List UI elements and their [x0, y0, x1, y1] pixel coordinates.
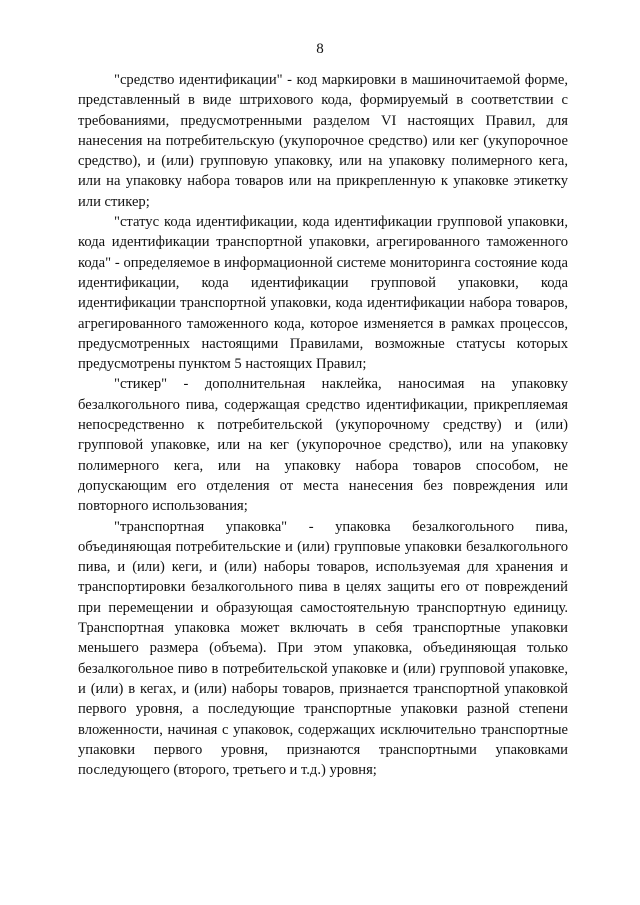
definition-paragraph: "средство идентификации" - код маркировки в машиночитаемой форме, представленный в виде штрихового кода, формируемый в соответствии с требованиями, предусмотренными разделом VI настоящих Правил, для нанесения на потребительскую (укупорочное средство) или кег (укупорочное средство), и (или) групповую упаковку, или на упаковку полимерного кега, или на упаковку набора товаров или на прикрепленную к упаковке этикетку или стикер;	[78, 72, 568, 210]
definition-paragraph: "стикер" - дополнительная наклейка, наносимая на упаковку безалкогольного пива, содержащая средство идентификации, прикрепляемая непосредственно к потребительской (укупорочному средству) и (или) групповой упаковке, или на кег (укупорочное средство), или на упаковку полимерного кега, или на упаковку набора товаров способом, не допускающим его отделения от места нанесения без повреждения или повторного использования;	[78, 376, 568, 515]
document-body	[78, 70, 568, 780]
page-number: 8	[316, 41, 324, 57]
definition-paragraph: "статус кода идентификации, кода идентификации групповой упаковки, кода идентификации транспортной упаковки, агрегированного таможенного кода" - определяемое в информационной системе мониторинга состояние кода идентификации, кода идентификации групповой упаковки, кода идентификации транспортной упаковки, кода идентификации набора товаров, агрегированного таможенного кода, которое изменяется в рамках процессов, предусмотренных настоящими Правилами, возможные статусы которых предусмотрены пунктом 5 настоящих Правил;	[78, 214, 568, 373]
definition-paragraph: "транспортная упаковка" - упаковка безалкогольного пива, объединяющая потребительские и (или) групповые упаковки безалкогольного пива, и (или) кеги, и (или) наборы товаров, используемая для хранения и транспортировки безалкогольного пива в целях защиты его от повреждений при перемещении и образующая самостоятельную транспортную единицу. Транспортная упаковка может включать в себя транспортные упаковки меньшего размера (объема). При этом упаковка, объединяющая только безалкогольное пиво в потребительской упаковке и (или) групповой упаковке, и (или) в кегах, и (или) наборы товаров, признается транспортной упаковкой первого уровня, а последующие транспортные упаковки разной степени вложенности, начиная с упаковок, содержащих исключительно транспортные упаковки первого уровня, признаются транспортными упаковками последующего (второго, третьего и т.д.) уровня;	[78, 518, 568, 779]
